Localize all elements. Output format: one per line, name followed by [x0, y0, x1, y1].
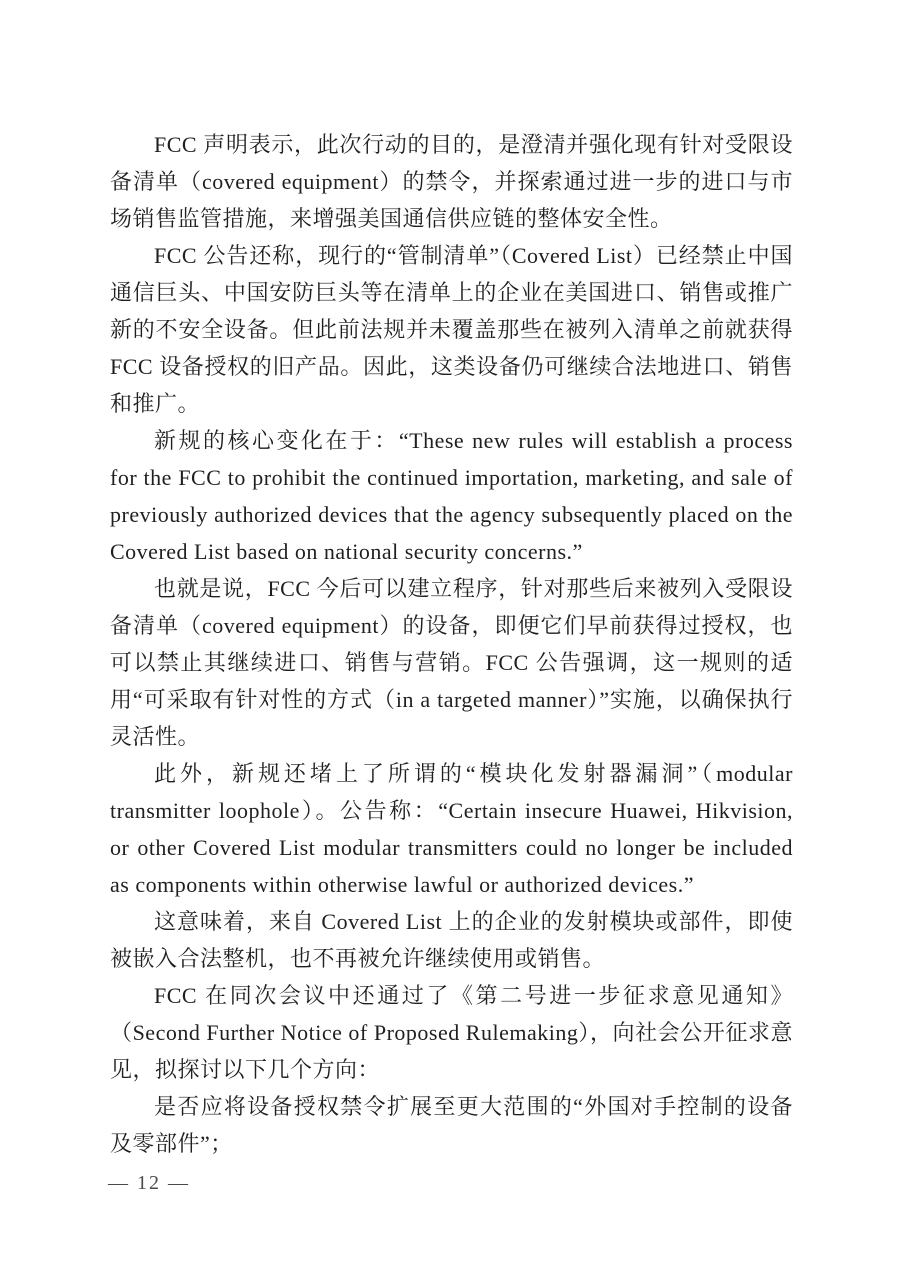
document-body — [110, 126, 793, 1162]
paragraph: 这意味着，来自 Covered List 上的企业的发射模块或部件，即使被嵌入合法整机，也不再被允许继续使用或销售。 — [110, 909, 793, 971]
paragraph: FCC 公告还称，现行的“管制清单”（Covered List）已经禁止中国通信巨头、中国安防巨头等在清单上的企业在美国进口、销售或推广新的不安全设备。但此前法规并未覆盖那些在被列入清单之前就获得 FCC 设备授权的旧产品。因此，这类设备仍可继续合法地进口、销售和推广。 — [110, 243, 793, 416]
page-number: — 12 — — [108, 1172, 190, 1194]
paragraph: 新规的核心变化在于：“These new rules will establish a process for the FCC to prohibit the continued importation, marketing, and sale of previously authorized devices that the agency subsequently placed on the Covered List based on national security concerns.” — [110, 428, 793, 564]
paragraph: 是否应将设备授权禁令扩展至更大范围的“外国对手控制的设备及零部件”； — [110, 1094, 793, 1156]
paragraph: FCC 声明表示，此次行动的目的，是澄清并强化现有针对受限设备清单（covered equipment）的禁令，并探索通过进一步的进口与市场销售监管措施，来增强美国通信供应链的整体安全性。 — [110, 132, 793, 231]
paragraph: FCC 在同次会议中还通过了《第二号进一步征求意见通知》（Second Further Notice of Proposed Rulemaking），向社会公开征求意见，拟探讨以下几个方向： — [110, 983, 793, 1082]
paragraph: 也就是说，FCC 今后可以建立程序，针对那些后来被列入受限设备清单（covered equipment）的设备，即便它们早前获得过授权，也可以禁止其继续进口、销售与营销。FCC 公告强调，这一规则的适用“可采取有针对性的方式（in a targeted manner）”实施，以确保执行灵活性。 — [110, 576, 793, 749]
paragraph: 此外，新规还堵上了所谓的“模块化发射器漏洞”（modular transmitter loophole）。公告称：“Certain insecure Huawei, Hikvision, or other Covered List modular transmitters could no longer be included as components within otherwise lawful or authorized devices.” — [110, 761, 793, 897]
